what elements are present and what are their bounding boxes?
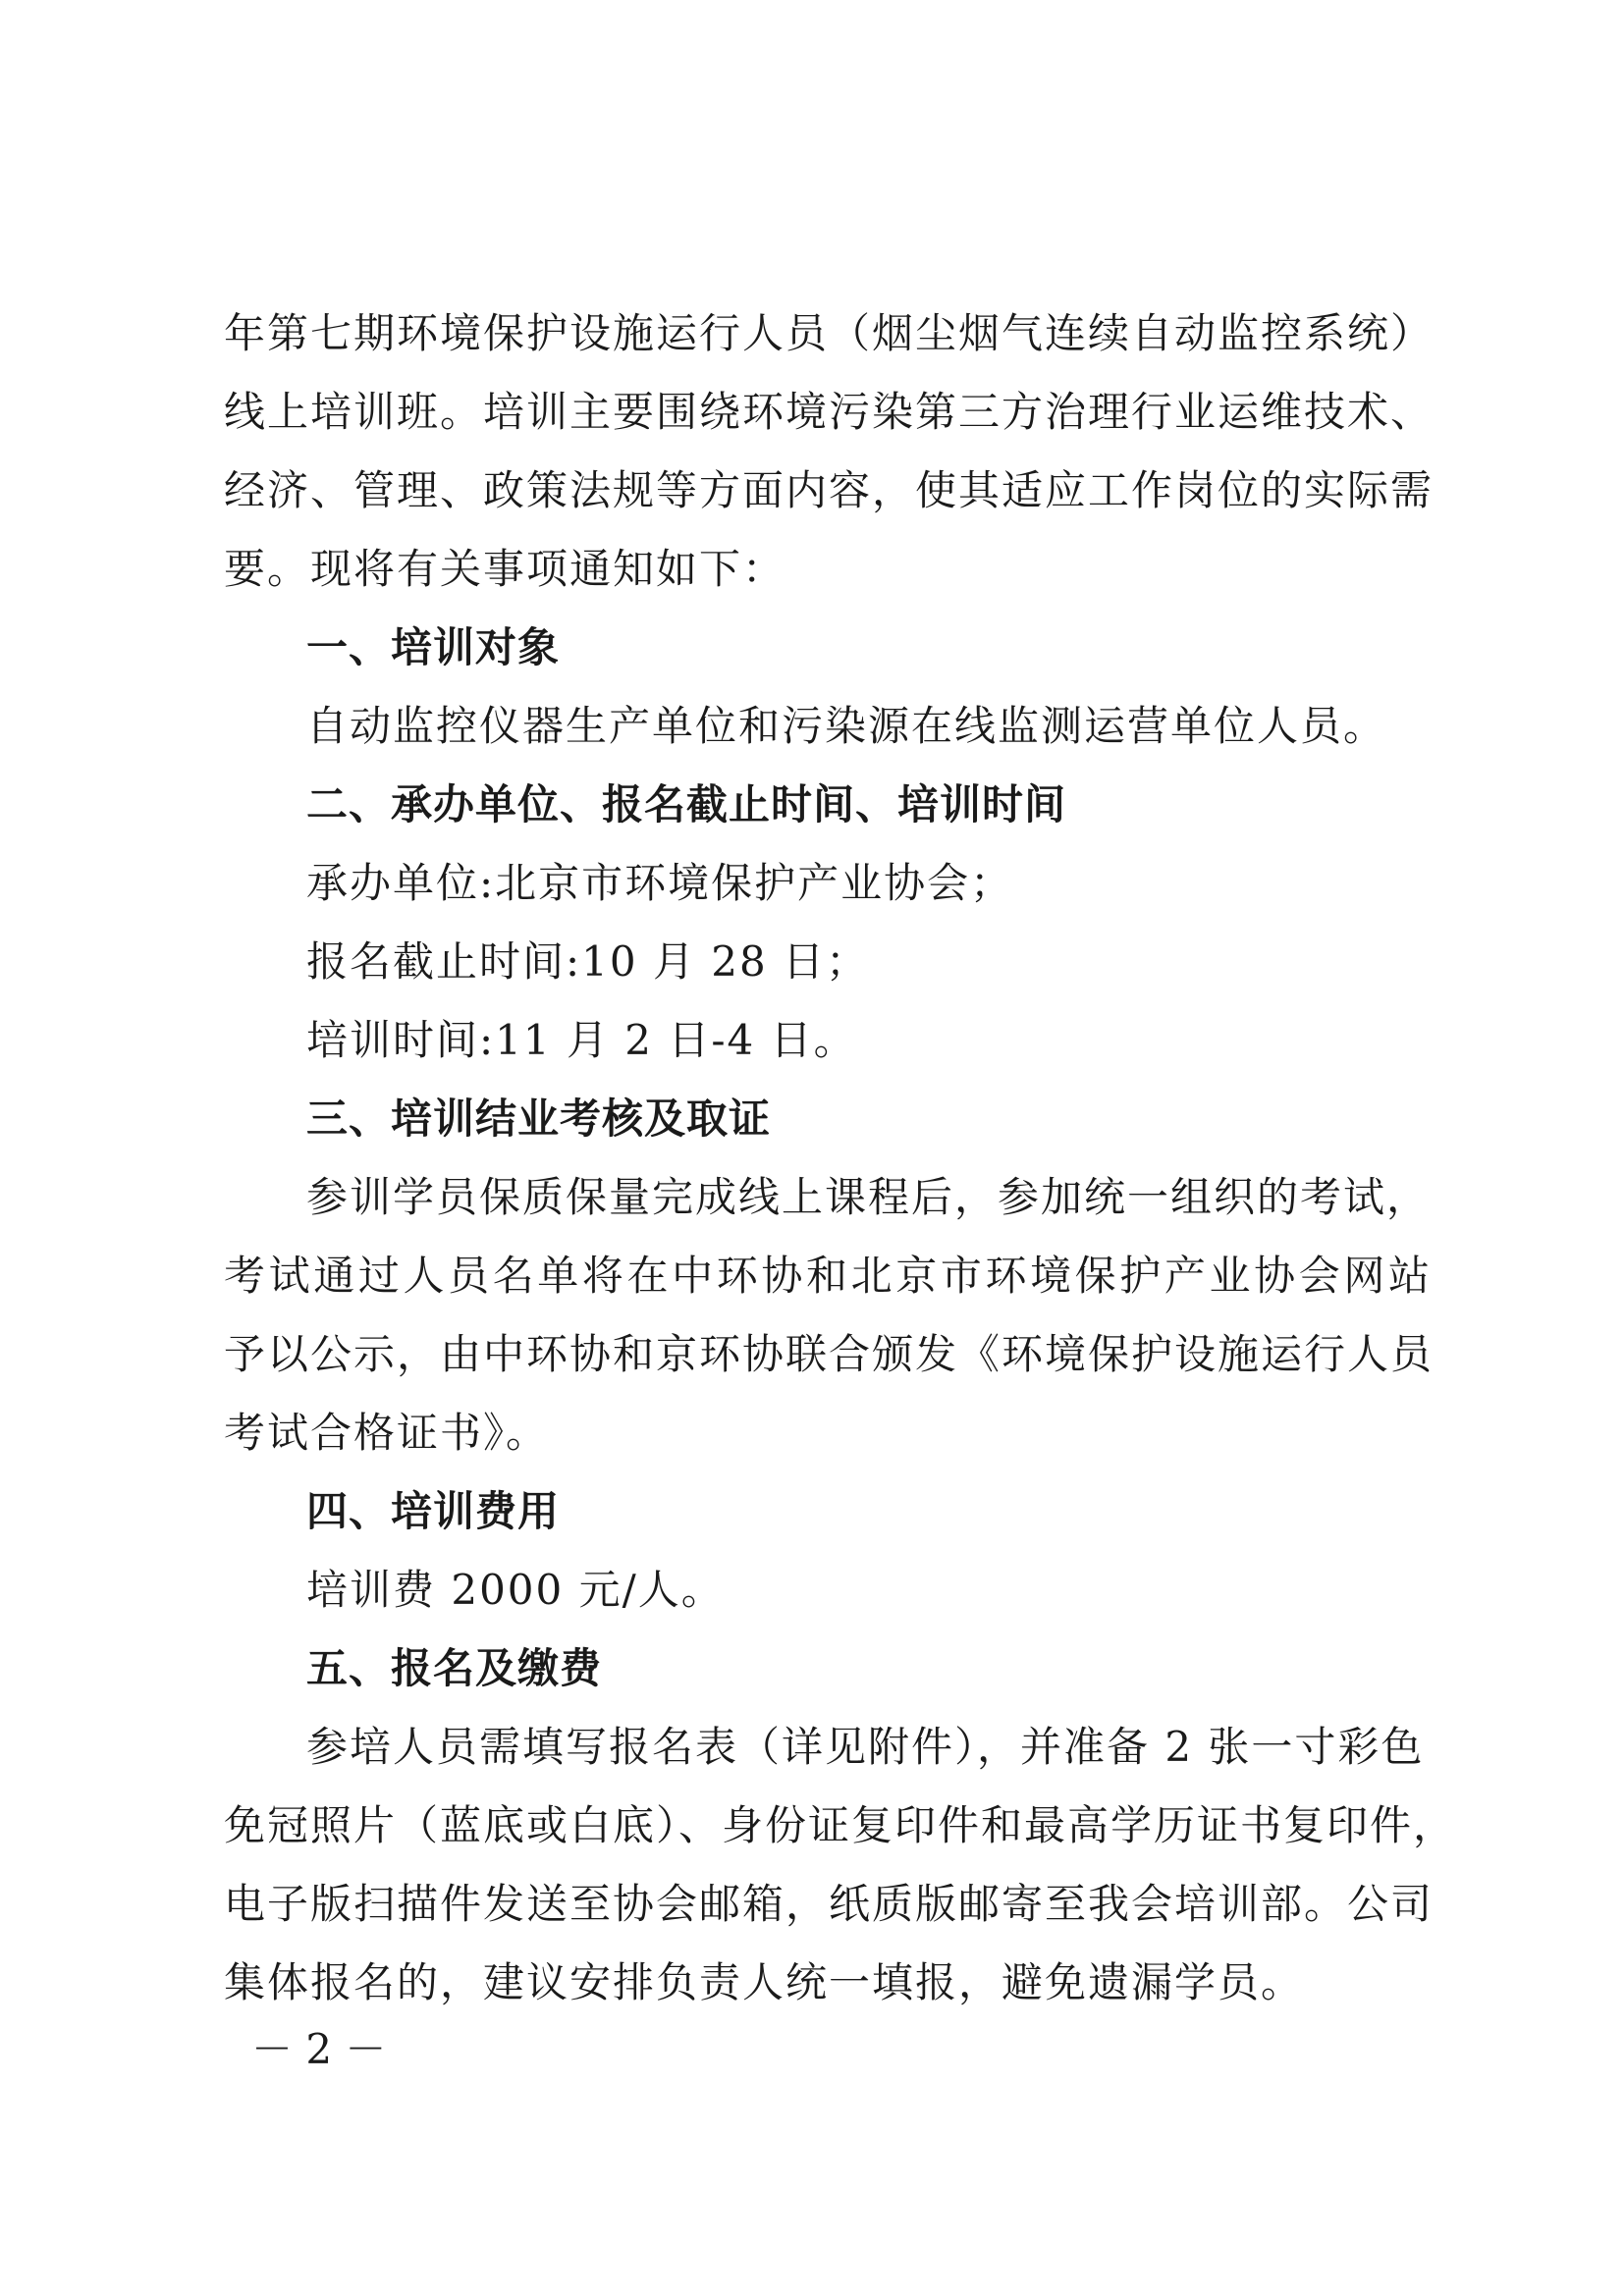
section-3-line-2: 考试通过人员名单将在中环协和北京市环境保护产业协会网站 <box>224 1252 1432 1300</box>
section-1-body: 自动监控仪器生产单位和污染源在线监测运营单位人员。 <box>306 702 1387 750</box>
section-3-line-1: 参训学员保质保量完成线上课程后，参加统一组织的考试， <box>306 1173 1431 1221</box>
intro-line-4: 要。现将有关事项通知如下： <box>224 545 786 593</box>
intro-line-1: 年第七期环境保护设施运行人员（烟尘烟气连续自动监控系统） <box>224 309 1435 357</box>
intro-line-2: 线上培训班。培训主要围绕环境污染第三方治理行业运维技术、 <box>224 388 1435 436</box>
page-number: － 2 － <box>251 2025 387 2073</box>
section-5-line-2: 免冠照片（蓝底或白底）、身份证复印件和最高学历证书复印件， <box>224 1801 1457 1849</box>
training-time-line: 培训时间:11 月 2 日-4 日。 <box>306 1016 857 1064</box>
section-4-heading: 四、培训费用 <box>306 1487 561 1535</box>
section-3-line-4: 考试合格证书》。 <box>224 1409 550 1457</box>
section-2-heading: 二、承办单位、报名截止时间、培训时间 <box>306 780 1067 828</box>
intro-line-3: 经济、管理、政策法规等方面内容，使其适应工作岗位的实际需 <box>224 466 1435 514</box>
section-5-line-3: 电子版扫描件发送至协会邮箱，纸质版邮寄至我会培训部。公司 <box>224 1880 1435 1928</box>
section-1-heading: 一、培训对象 <box>306 623 561 671</box>
section-3-heading: 三、培训结业考核及取证 <box>306 1095 772 1143</box>
organizer-line: 承办单位:北京市环境保护产业协会； <box>306 859 1014 907</box>
section-5-line-1: 参培人员需填写报名表（详见附件），并准备 2 张一寸彩色 <box>306 1723 1425 1771</box>
deadline-line: 报名截止时间:10 月 28 日； <box>306 937 870 986</box>
section-3-line-3: 予以公示，由中环协和京环协联合颁发《环境保护设施运行人员 <box>224 1330 1435 1378</box>
section-5-line-4: 集体报名的，建议安排负责人统一填报，避免遗漏学员。 <box>224 1958 1305 2006</box>
section-5-heading: 五、报名及缴费 <box>306 1644 603 1692</box>
section-4-body: 培训费 2000 元/人。 <box>306 1566 725 1614</box>
